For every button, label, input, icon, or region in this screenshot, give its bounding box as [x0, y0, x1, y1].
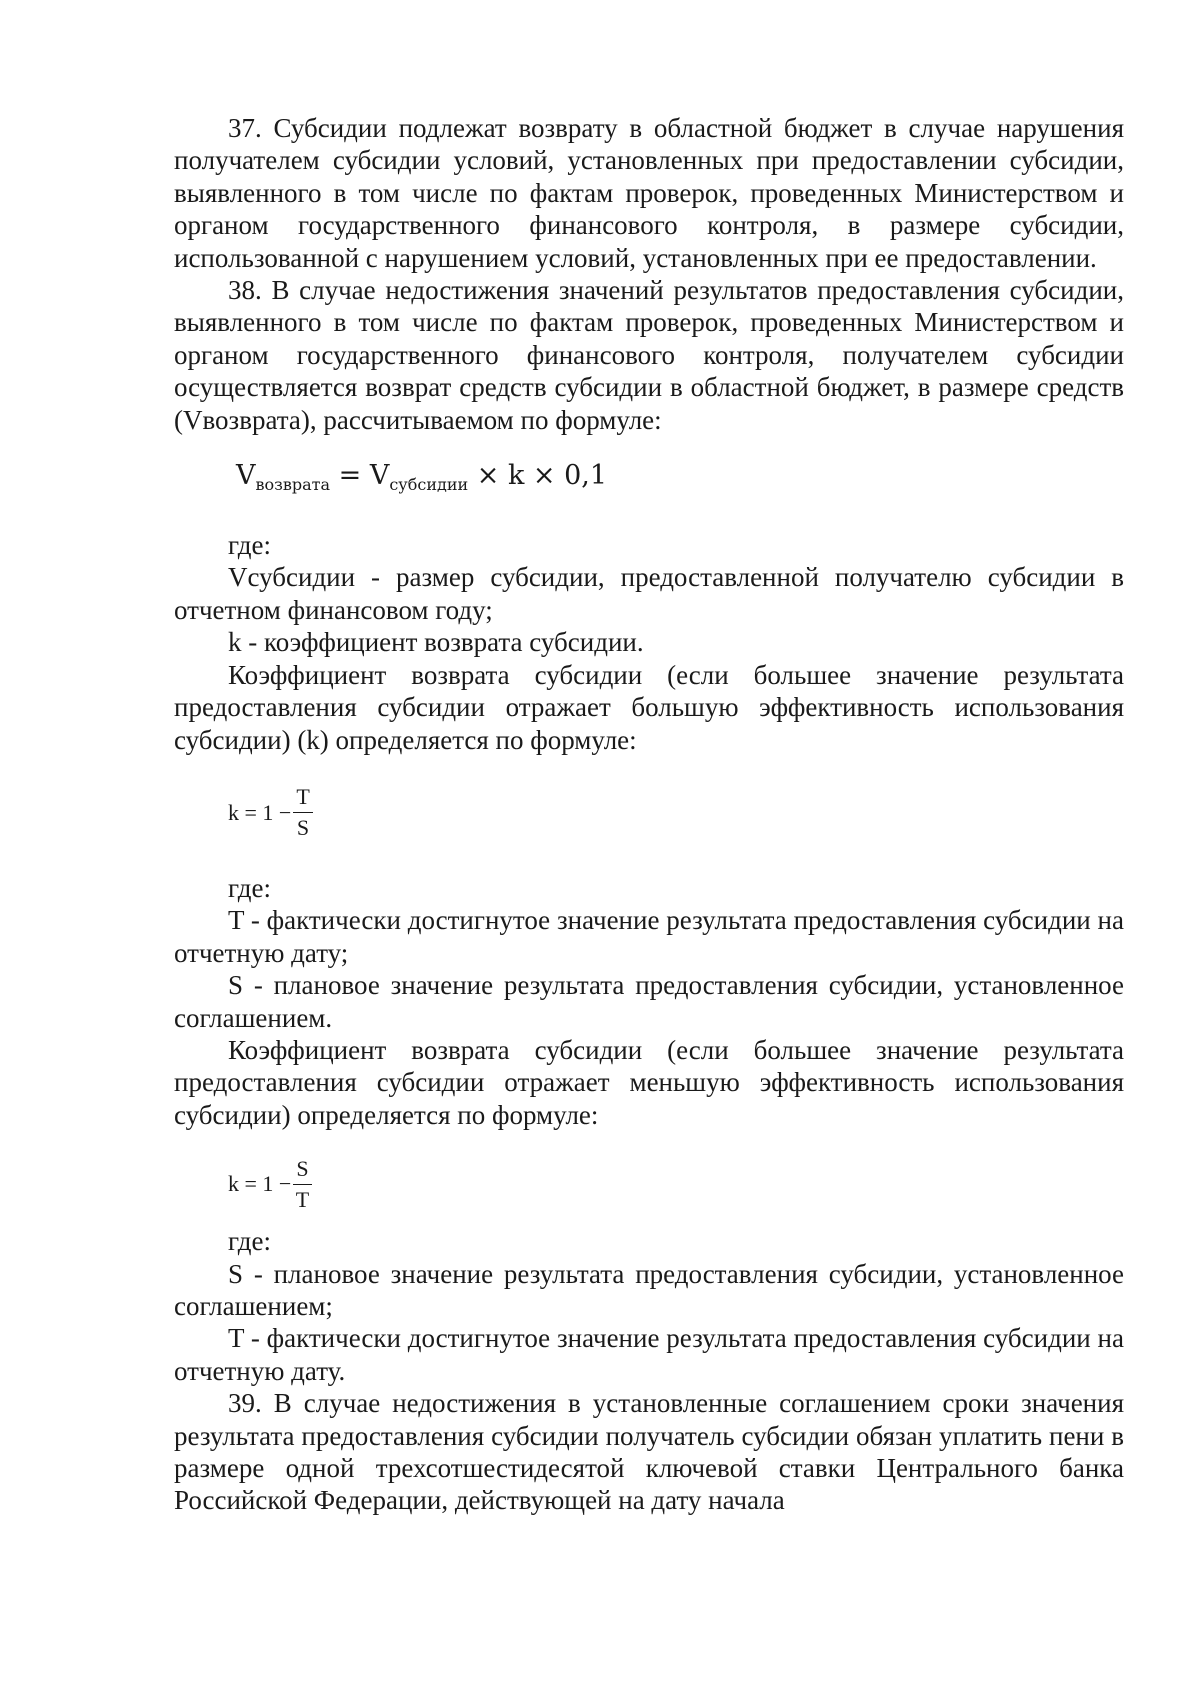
formula-eq: =	[330, 460, 370, 492]
definition-k: k - коэффициент возврата субсидии.	[228, 627, 644, 658]
paragraph-38: 38. В случае недостижения значений результатов предоставления субсидии, выявленного в том числе по фактам проверок, проведенных Министерством и органом государственного финансового контроля, получателем субсидии осуществляется возврат средств субсидии в областной бюджет, в размере средств (Vвозврата), рассчитываемом по формуле:	[174, 275, 1124, 435]
formula-k-two-lhs: k = 1 −	[228, 1170, 292, 1196]
formula-rhs: V	[369, 460, 390, 492]
definition-s-2: S - плановое значение результата предоставления субсидии, установленное соглашением;	[174, 1258, 1124, 1321]
definition-t-1: T - фактически достигнутое значение результата предоставления субсидии на отчетную дату;	[174, 905, 1124, 968]
formula-k-one-denominator: S	[296, 815, 310, 841]
formula-k-two	[228, 1149, 1124, 1219]
formula-return-volume	[236, 456, 1124, 505]
where-label-3: где:	[228, 1226, 271, 1257]
formula-k-two-fraction	[293, 1156, 311, 1213]
formula-tail: × k × 0,1	[468, 460, 608, 492]
formula-k-two-denominator: T	[295, 1186, 310, 1212]
document-page	[174, 112, 1124, 1517]
where-label-1: где:	[228, 530, 271, 561]
formula-rhs-sub: субсидии	[389, 475, 469, 495]
formula-k-one-numerator: T	[293, 784, 312, 813]
paragraph-39: 39. В случае недостижения в установленные соглашением сроки значения результата предоставления субсидии получатель субсидии обязан уплатить пени в размере одной трехсотшестидесятой ключевой ставки Центрального банка Российской Федерации, действующей на дату начала	[174, 1388, 1124, 1516]
definition-s-1: S - плановое значение результата предоставления субсидии, установленное соглашением.	[174, 970, 1124, 1033]
formula-k-two-numerator: S	[293, 1156, 311, 1185]
paragraph-coefficient-1: Коэффициент возврата субсидии (если большее значение результата предоставления субсидии отражает большую эффективность использования субсидии) (k) определяется по формуле:	[174, 659, 1124, 755]
formula-k-one-fraction	[293, 784, 312, 841]
formula-k-one	[228, 778, 1124, 848]
definition-t-2: T - фактически достигнутое значение результата предоставления субсидии на отчетную дату.	[174, 1323, 1124, 1386]
paragraph-37: 37. Субсидии подлежат возврату в областной бюджет в случае нарушения получателем субсидии условий, установленных при предоставлении субсидии, выявленного в том числе по фактам проверок, проведенных Министерством и органом государственного финансового контроля, в размере субсидии, использованной с нарушением условий, установленных при ее предоставлении.	[174, 113, 1124, 273]
where-label-2: где:	[228, 872, 271, 903]
formula-lhs: V	[236, 460, 256, 492]
paragraph-coefficient-2: Коэффициент возврата субсидии (если большее значение результата предоставления субсидии отражает меньшую эффективность использования субсидии) определяется по формуле:	[174, 1034, 1124, 1130]
formula-lhs-sub: возврата	[255, 475, 331, 495]
definition-vsubsidy: Vсубсидии - размер субсидии, предоставленной получателю субсидии в отчетном финансовом году;	[174, 562, 1124, 625]
formula-k-one-lhs: k = 1 −	[228, 799, 292, 825]
